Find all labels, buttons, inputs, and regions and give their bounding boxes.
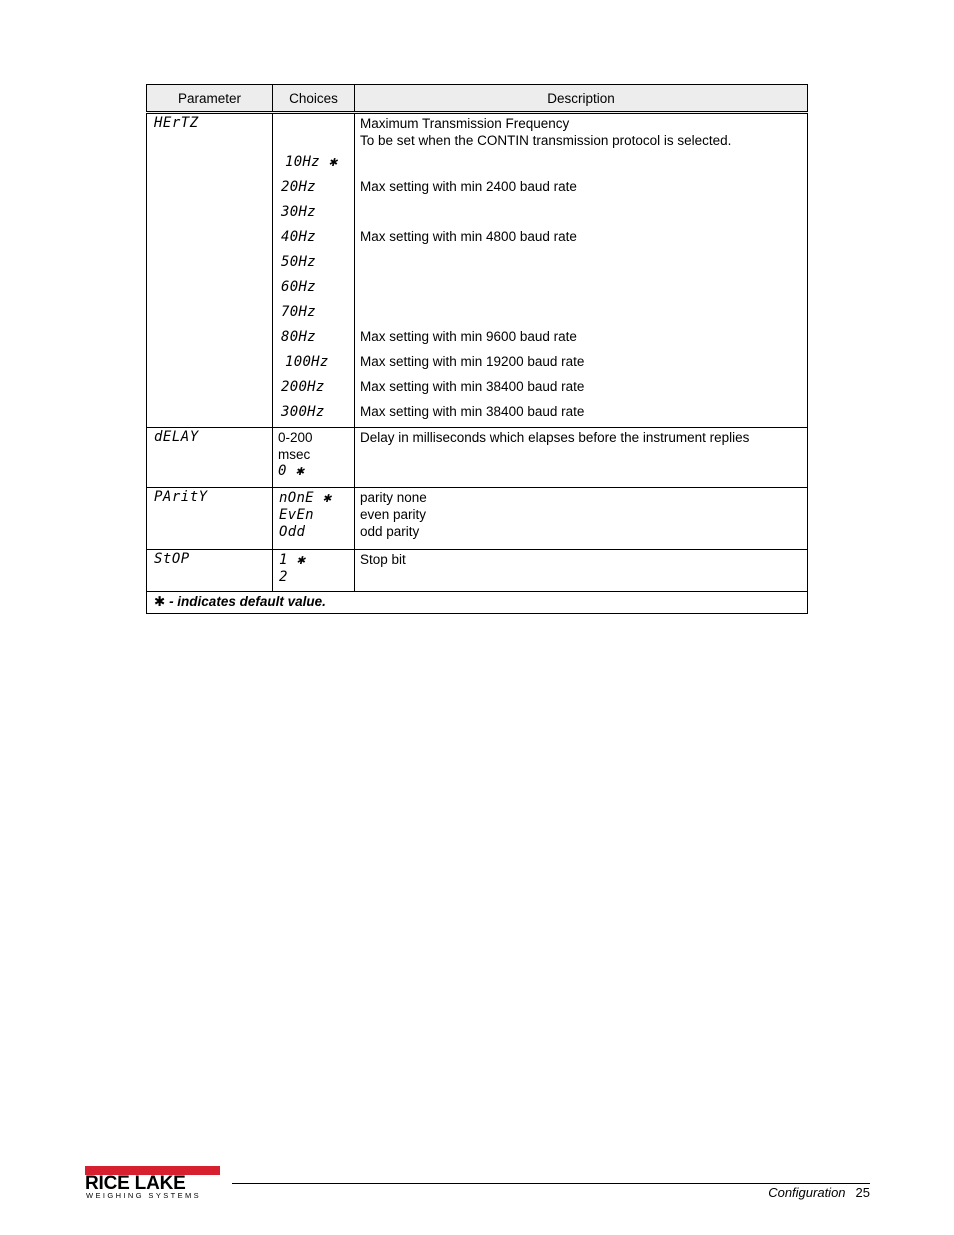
choices-cell-parity	[273, 488, 355, 550]
delay-unit: msec	[278, 447, 311, 462]
param-parity: PAritY	[154, 489, 208, 505]
table-row-delay	[147, 428, 808, 488]
parity-desc-none: parity none	[360, 490, 427, 505]
hertz-choice-list	[273, 114, 354, 427]
param-delay: dELAY	[154, 429, 199, 445]
choice-100hz: 100Hz	[285, 354, 329, 370]
choice-40hz: 40Hz	[281, 229, 316, 245]
table-row-hertz	[147, 113, 808, 428]
desc-cell-stop	[355, 550, 808, 592]
desc-200hz: Max setting with min 38400 baud rate	[360, 379, 585, 394]
parity-choice-even: EvEn	[279, 507, 314, 523]
desc-cell-delay	[355, 428, 808, 488]
choice-20hz: 20Hz	[281, 179, 316, 195]
desc-300hz: Max setting with min 38400 baud rate	[360, 404, 585, 419]
choice-60hz: 60Hz	[281, 279, 316, 295]
param-stop: StOP	[154, 551, 190, 567]
header-parameter: Parameter	[147, 85, 273, 113]
desc-20hz: Max setting with min 2400 baud rate	[360, 179, 577, 194]
parity-desc-even: even parity	[360, 507, 427, 522]
param-hertz: HErTZ	[154, 115, 199, 131]
page-number: 25	[855, 1185, 870, 1200]
footnote-text: - indicates default value.	[165, 594, 326, 609]
desc-80hz: Max setting with min 9600 baud rate	[360, 329, 577, 344]
rice-lake-logo	[85, 1166, 222, 1200]
delay-desc: Delay in milliseconds which elapses before the instrument replies	[360, 430, 750, 445]
footnote-cell	[147, 592, 808, 614]
table-row-parity	[147, 488, 808, 550]
desc-40hz: Max setting with min 4800 baud rate	[360, 229, 577, 244]
desc-10hz	[360, 152, 807, 177]
choices-cell-hertz	[273, 113, 355, 428]
hertz-desc-note: To be set when the CONTIN transmission protocol is selected.	[360, 133, 732, 148]
table-header-row	[147, 85, 808, 113]
stop-choice-1: 1 ✱	[279, 552, 306, 568]
choice-70hz: 70Hz	[281, 304, 316, 320]
delay-range: 0-200	[278, 430, 313, 445]
choice-30hz: 30Hz	[281, 204, 316, 220]
param-cell-parity	[147, 488, 273, 550]
table-row-stop	[147, 550, 808, 592]
desc-100hz: Max setting with min 19200 baud rate	[360, 354, 585, 369]
logo-brand-subtitle: WEIGHING SYSTEMS	[86, 1191, 202, 1200]
param-cell-delay	[147, 428, 273, 488]
parity-choice-none: nOnE ✱	[279, 490, 332, 506]
desc-60hz	[360, 277, 807, 302]
param-cell-hertz	[147, 113, 273, 428]
footer-section-name: Configuration	[768, 1185, 846, 1200]
desc-50hz	[360, 252, 807, 277]
footer-rule	[232, 1183, 870, 1184]
stop-desc: Stop bit	[360, 552, 406, 567]
footer-page-info	[768, 1185, 870, 1200]
desc-cell-parity	[355, 488, 808, 550]
table-footnote-row	[147, 592, 808, 614]
choice-50hz: 50Hz	[281, 254, 316, 270]
choices-cell-stop	[273, 550, 355, 592]
choice-300hz: 300Hz	[281, 404, 325, 420]
desc-cell-hertz	[355, 113, 808, 428]
choice-200hz: 200Hz	[281, 379, 325, 395]
stop-choice-2: 2	[279, 569, 288, 585]
choice-80hz: 80Hz	[281, 329, 316, 345]
desc-30hz	[360, 202, 807, 227]
delay-default: 0 ✱	[278, 463, 305, 479]
parity-choice-odd: Odd	[279, 524, 306, 540]
param-cell-stop	[147, 550, 273, 592]
parity-desc-odd: odd parity	[360, 524, 420, 539]
parameter-table	[146, 84, 808, 614]
hertz-desc-title: Maximum Transmission Frequency	[360, 116, 570, 131]
footnote	[147, 592, 807, 613]
choice-10hz: 10Hz ✱	[285, 154, 338, 170]
logo-brand-name: RICE LAKE	[85, 1173, 186, 1194]
choices-cell-delay	[273, 428, 355, 488]
desc-70hz	[360, 302, 807, 327]
default-star-icon: ✱	[154, 594, 166, 610]
header-description: Description	[355, 85, 808, 113]
header-choices: Choices	[273, 85, 355, 113]
